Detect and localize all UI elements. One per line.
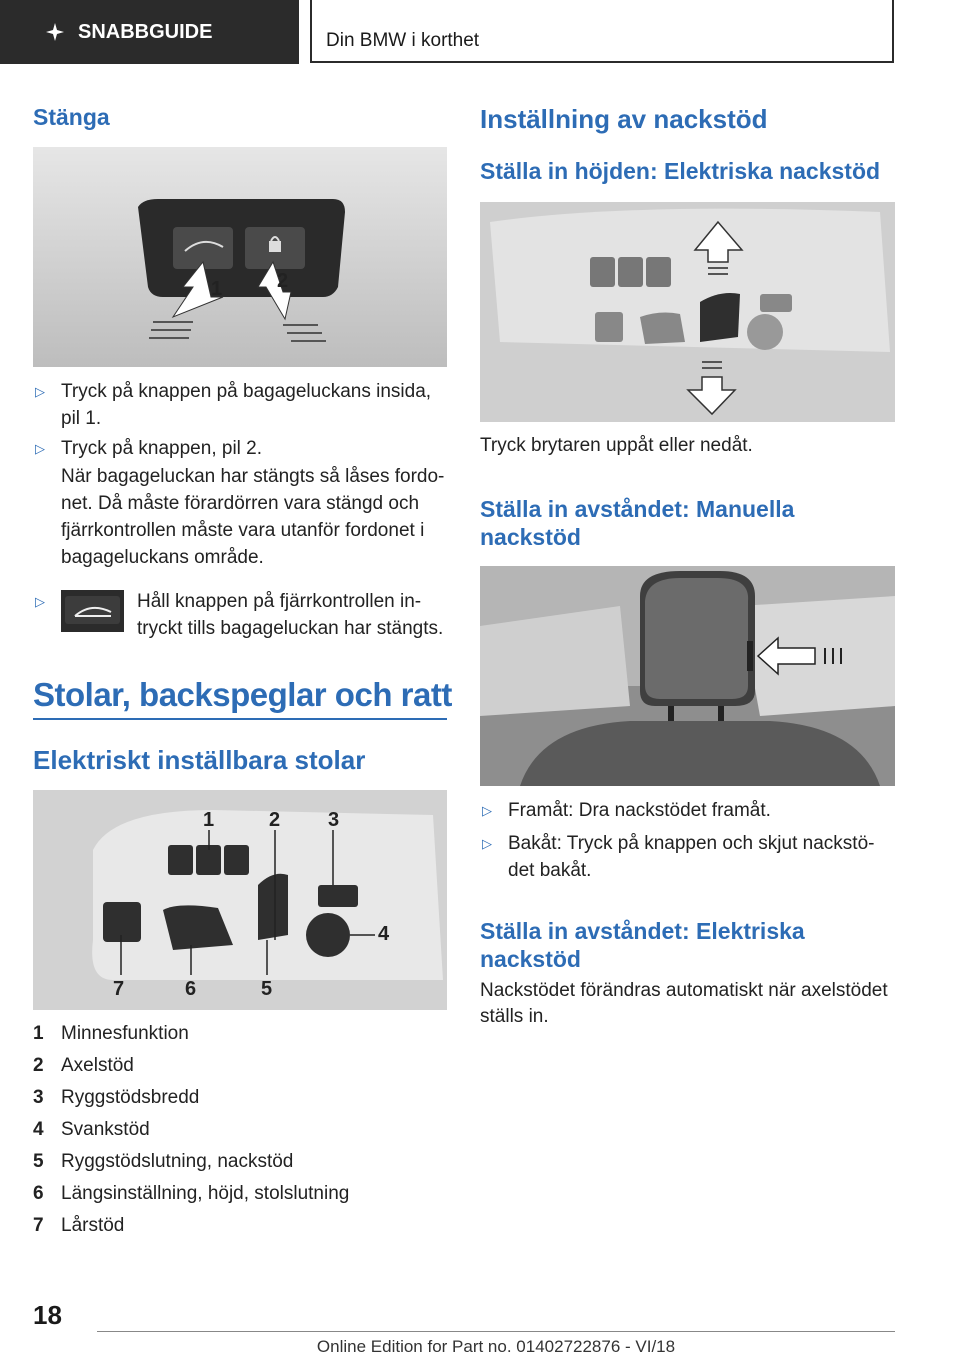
elektriska-text: Nackstödet förändras automatiskt när axelstödet ställs in. [480, 980, 888, 1027]
legend-item: 3 Ryggstödsbredd [33, 1087, 200, 1108]
bullet-2-text: Tryck på knappen, pil 2. [61, 438, 263, 459]
hojden-text: Tryck brytaren uppåt eller nedåt. [480, 435, 753, 456]
sparkle-icon [44, 21, 66, 43]
bullet-1-text: Tryck på knappen på bagageluckans insida, pil 1. [61, 381, 432, 429]
svg-text:3: 3 [328, 809, 340, 831]
bullet-triangle-icon: ▷ [35, 384, 45, 399]
legend-item: 4 Svankstöd [33, 1119, 150, 1140]
svg-text:5: 5 [261, 978, 273, 1000]
bullet-triangle-icon: ▷ [482, 803, 492, 818]
page-number: 18 [33, 1300, 62, 1330]
chapter-header [310, 0, 894, 63]
legend-item: 2 Axelstöd [33, 1055, 134, 1076]
legend-item: 7 Lårstöd [33, 1215, 125, 1236]
heading-manuella: Ställa in avståndet: Manuella nackstöd [480, 496, 795, 550]
section-tab[interactable] [0, 0, 299, 64]
svg-text:2: 2 [269, 809, 281, 831]
bullet-triangle-icon: ▷ [482, 836, 492, 851]
legend-item: 6 Längsinställning, höjd, stolslutning [33, 1183, 350, 1204]
seat-legend-list [33, 1018, 349, 1242]
remote-trunk-button-icon [61, 590, 124, 632]
svg-text:6: 6 [185, 978, 197, 1000]
footer-edition: Online Edition for Part no. 01402722876 - VI/18 [316, 1337, 676, 1356]
headrest-height-figure [480, 202, 895, 422]
manuella-bullet-1: Framåt: Dra nackstödet framåt. [508, 800, 771, 821]
svg-text:4: 4 [378, 923, 390, 945]
heading-stanga: Stänga [33, 104, 110, 130]
bullet-2-note: När bagageluckan har stängts så låses fordo-net. Då måste förardörren vara stängd och fjärrkontrollen måste vara utanför fordonet i bagageluckans område. [61, 466, 445, 568]
legend-item: 1 Minnesfunktion [33, 1023, 189, 1044]
seat-controls-figure [33, 790, 447, 1010]
legend-item: 5 Ryggstödslutning, nackstöd [33, 1151, 294, 1172]
heading-underline [33, 718, 447, 720]
headrest-manual-figure [480, 566, 895, 786]
bullet-3-text: Håll knappen på fjärrkontrollen in-tryckt tills bagageluckan har stängts. [137, 591, 444, 639]
fig1-label-2: 2 [277, 270, 289, 292]
heading-stolar: Stolar, backspeglar och ratt [33, 676, 452, 713]
heading-hojden: Ställa in höjden: Elektriska nackstöd [480, 158, 881, 184]
footer-divider [97, 1331, 895, 1332]
fig1-label-1: 1 [211, 278, 223, 300]
trunk-buttons-figure [33, 147, 447, 367]
section-tab-label: SNABBGUIDE [78, 20, 213, 43]
bullet-triangle-icon: ▷ [35, 594, 45, 609]
svg-text:7: 7 [113, 978, 125, 1000]
manuella-bullet-2: Bakåt: Tryck på knappen och skjut nackstö-det bakåt. [508, 833, 875, 881]
bullet-triangle-icon: ▷ [35, 441, 45, 456]
chapter-title: Din BMW i korthet [326, 30, 480, 51]
svg-text:1: 1 [203, 809, 215, 831]
heading-elektriska: Ställa in avståndet: Elektriska nackstöd [480, 918, 805, 972]
heading-elektriskt: Elektriskt inställbara stolar [33, 745, 366, 775]
heading-installning: Inställning av nackstöd [480, 104, 768, 134]
